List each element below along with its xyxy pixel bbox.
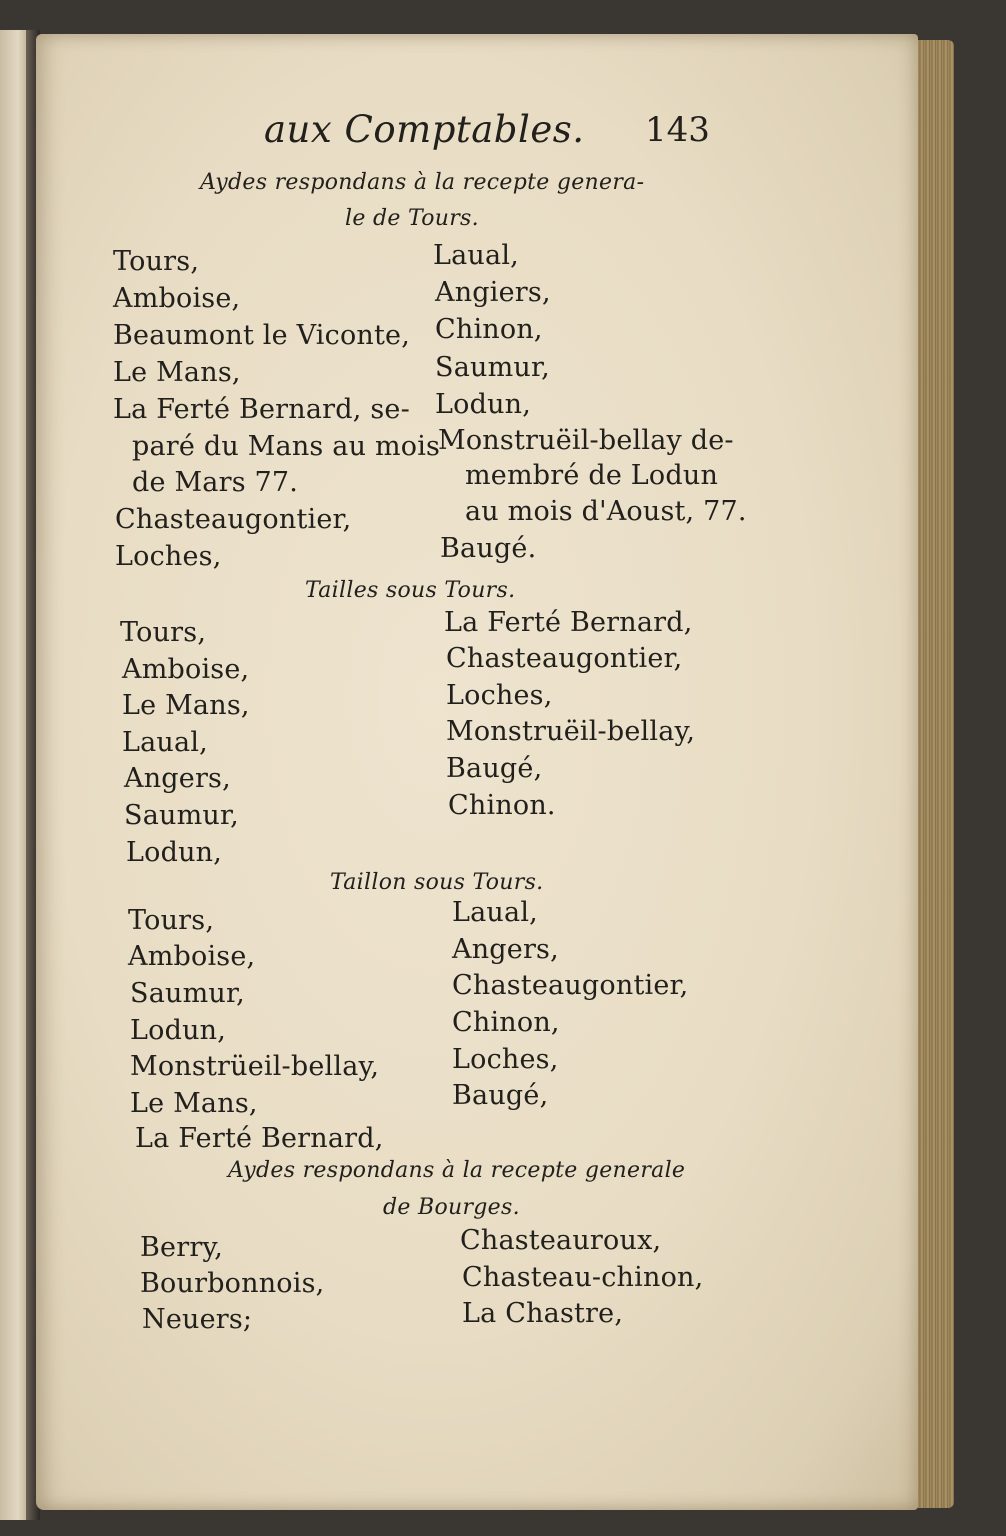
list-item: Angers,: [452, 934, 559, 965]
section-heading-cont: le de Tours.: [345, 206, 479, 231]
list-item: Le Mans,: [122, 690, 250, 721]
list-item: Chasteaugontier,: [446, 643, 683, 674]
page-number: 143: [645, 110, 710, 150]
list-item: Tours,: [120, 617, 207, 648]
list-item: La Ferté Bernard, se-: [113, 394, 410, 425]
list-item: Chasteaugontier,: [115, 504, 352, 535]
list-item: Chasteau-chinon,: [462, 1262, 704, 1293]
list-item: Chinon,: [452, 1007, 560, 1038]
list-item: Angers,: [124, 763, 231, 794]
list-item: Monstruëil-bellay de-: [438, 425, 734, 456]
list-item: Lodun,: [435, 389, 532, 420]
list-item: Baugé,: [446, 753, 543, 784]
list-item: Amboise,: [113, 283, 241, 314]
list-item: Le Mans,: [130, 1088, 258, 1119]
list-item: Loches,: [446, 680, 553, 711]
list-item: La Ferté Bernard,: [135, 1123, 384, 1154]
list-item: Chasteaugontier,: [452, 970, 689, 1001]
list-item: Laual,: [122, 727, 208, 758]
list-item: Berry,: [140, 1232, 224, 1263]
list-item: Lodun,: [130, 1015, 227, 1046]
list-item: Bourbonnois,: [140, 1268, 325, 1299]
list-item: Baugé.: [440, 533, 537, 564]
list-item: Neuers;: [142, 1304, 253, 1335]
section-heading-cont: de Bourges.: [383, 1195, 520, 1220]
list-item: Laual,: [452, 897, 538, 928]
section-heading: Aydes respondans à la recepte generale: [228, 1158, 686, 1183]
list-item: Le Mans,: [113, 357, 241, 388]
list-item: Saumur,: [124, 800, 239, 831]
list-item: Tours,: [113, 246, 200, 277]
list-item: Lodun,: [126, 837, 223, 868]
list-item: Tours,: [128, 905, 215, 936]
list-item: La Ferté Bernard,: [444, 607, 693, 638]
list-item: Amboise,: [128, 941, 256, 972]
list-item: Monstruëil-bellay,: [446, 716, 696, 747]
section-heading: Tailles sous Tours.: [305, 578, 516, 603]
list-item: Loches,: [115, 541, 222, 572]
list-item: Loches,: [452, 1044, 559, 1075]
list-item: Amboise,: [122, 654, 250, 685]
list-item: Saumur,: [435, 352, 550, 383]
list-item: La Chastre,: [462, 1298, 624, 1329]
list-item: Chinon.: [448, 790, 556, 821]
list-item: Angiers,: [435, 277, 551, 308]
list-item: au mois d'Aoust, 77.: [465, 496, 747, 527]
list-item: Baugé,: [452, 1080, 549, 1111]
section-heading: Aydes respondans à la recepte genera-: [200, 170, 645, 195]
list-item: de Mars 77.: [132, 467, 299, 498]
list-item: Chinon,: [435, 314, 543, 345]
running-head: aux Comptables.: [264, 108, 585, 151]
list-item: Beaumont le Viconte,: [113, 320, 411, 351]
list-item: Saumur,: [130, 978, 245, 1009]
list-item: paré du Mans au mois: [132, 431, 441, 462]
list-item: Chasteauroux,: [460, 1225, 662, 1256]
list-item: Laual,: [433, 240, 519, 271]
list-item: Monstrüeil-bellay,: [130, 1051, 380, 1082]
list-item: membré de Lodun: [465, 460, 719, 491]
section-heading: Taillon sous Tours.: [330, 870, 544, 895]
